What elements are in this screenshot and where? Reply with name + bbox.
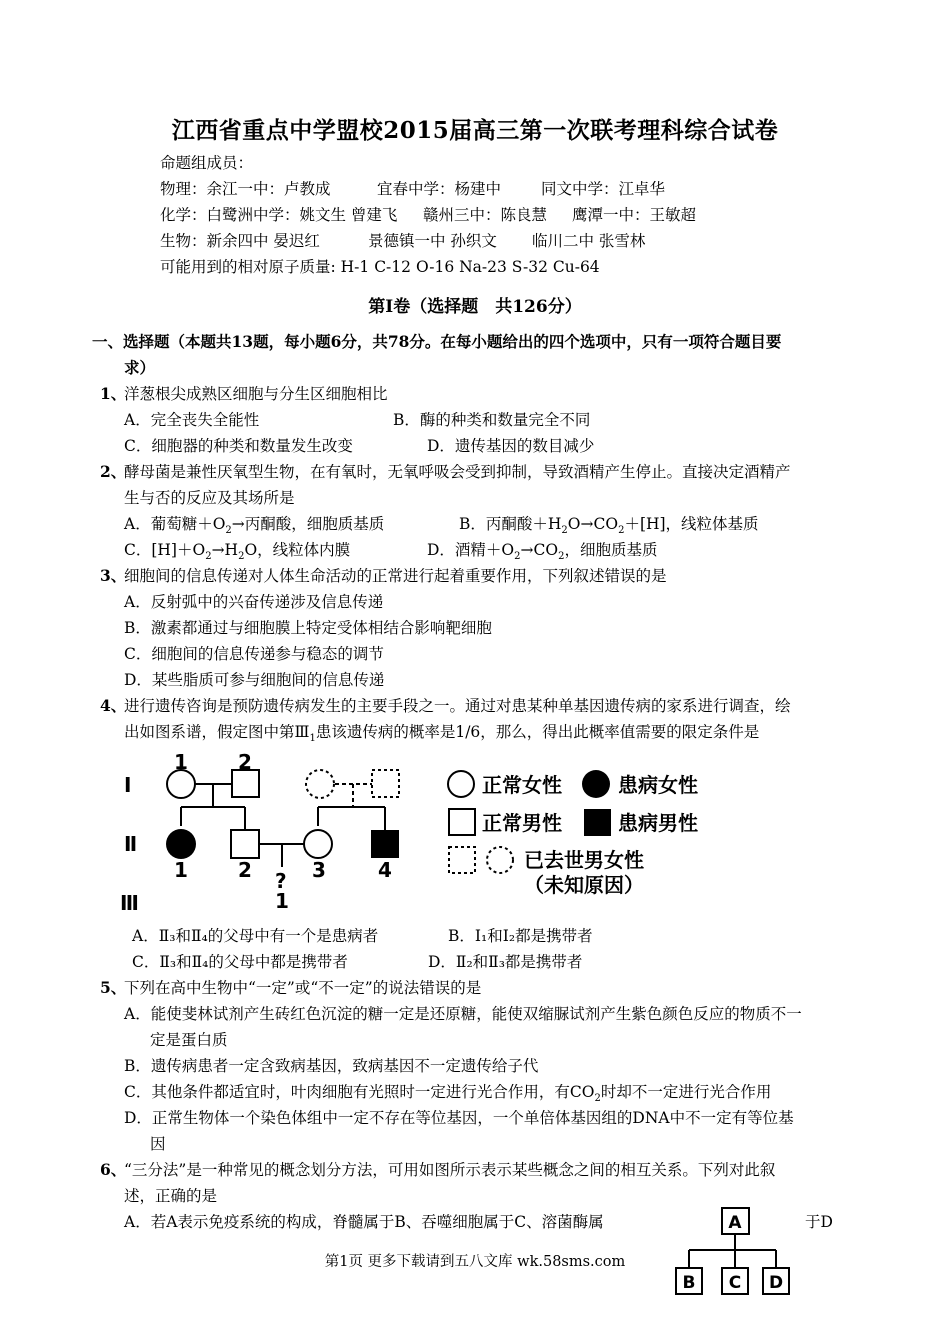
q6-stem-1: “三分法”是一种常见的概念划分方法，可用如图所示表示某些概念之间的相互关系。下列对此叙 — [124, 1161, 776, 1179]
label-iii1-unknown: ? — [275, 869, 287, 893]
ii2-normal-male — [231, 830, 259, 858]
q6-option-a-cont: 于D — [805, 1213, 833, 1231]
q1-option-c: C．细胞器的种类和数量发生改变 — [124, 437, 353, 455]
node-d: D — [768, 1273, 784, 1293]
q3-option-d: D．某些脂质可参与细胞间的信息传递 — [124, 671, 385, 689]
q2-option-a: A．葡萄糖$+O_2\to$丙酮酸，细胞质基质 — [124, 515, 385, 537]
part1-heading-cont: 求） — [124, 358, 156, 377]
q4-option-d: D．Ⅱ₂和Ⅱ₃都是携带者 — [428, 953, 583, 971]
q5-option-b: B．遗传病患者一定含致病基因，致病基因不一定遗传给子代 — [124, 1057, 539, 1075]
q6-number: 6、 — [100, 1160, 127, 1179]
legend-deceased: 已去世男女性 — [524, 848, 644, 872]
page-footer: 第1页 更多下载请到五八文库 wk.58sms.com — [324, 1254, 626, 1270]
node-b: B — [682, 1273, 696, 1293]
authors-biology-1: 生物：新余四中 晏迟红 — [160, 232, 320, 250]
q1-option-d: D．遗传基因的数目减少 — [427, 437, 595, 455]
deceased-female — [306, 770, 334, 798]
q2-option-b: B．丙酮酸$+H_2O\to CO_2+[H]$，线粒体基质 — [459, 515, 759, 537]
q1-number: 1、 — [100, 384, 127, 403]
legend-affected-female: 患病女性 — [618, 773, 698, 797]
q5-option-c: C．其他条件都适宜时，叶肉细胞有光照时一定进行光合作用，有$CO_2$时却不一定进行光合作用 — [124, 1083, 772, 1105]
label-i1: 1 — [174, 750, 188, 774]
ii1-affected-female — [166, 829, 196, 859]
q5-option-a-2: 定是蛋白质 — [150, 1031, 228, 1049]
page-title: 江西省重点中学盟校2015届高三第一次联考理科综合试卷 — [171, 117, 779, 144]
q1-option-b: B．酶的种类和数量完全不同 — [393, 411, 591, 429]
gen-i-label: Ⅰ — [124, 773, 132, 797]
part1-heading: 一、选择题（本题共13题，每小题6分，共78分。在每小题给出的四个选项中，只有一项符合题目要 — [92, 332, 782, 351]
i1-normal-female — [167, 770, 195, 798]
authors-chemistry-1: 化学：白鹭洲中学：姚文生 曾建飞 — [160, 206, 398, 224]
q5-option-d-2: 因 — [150, 1135, 166, 1153]
authors-physics-2: 宜春中学：杨建中 — [377, 180, 502, 198]
node-a: A — [728, 1213, 742, 1233]
q4-option-b: B．Ⅰ₁和Ⅰ₂都是携带者 — [448, 927, 593, 945]
q2-number: 2、 — [100, 462, 127, 481]
section-title: 第Ⅰ卷（选择题 共126分） — [368, 297, 582, 317]
q2-stem-1: 酵母菌是兼性厌氧型生物，在有氧时，无氧呼吸会受到抑制，导致酒精产生停止。直接决定酒精产 — [124, 463, 791, 481]
legend-normal-female: 正常女性 — [482, 773, 562, 797]
authors-biology-3: 临川二中 张雪林 — [532, 232, 646, 250]
pedigree-chart — [0, 745, 950, 920]
legend-normal-female-symbol — [448, 771, 474, 797]
legend-normal-male-symbol — [449, 809, 475, 835]
gen-ii-label: Ⅱ — [124, 832, 138, 856]
authors-physics-3: 同文中学：江卓华 — [541, 180, 666, 198]
q6-stem-2: 述，正确的是 — [124, 1187, 218, 1205]
label-ii1: 1 — [174, 858, 188, 882]
q4-option-c: C．Ⅱ₃和Ⅱ₄的父母中都是携带者 — [132, 953, 348, 971]
deceased-male — [372, 770, 399, 797]
ii4-affected-male — [371, 830, 399, 858]
q6-option-a: A．若A表示免疫系统的构成，脊髓属于B、吞噬细胞属于C、溶菌酶属 — [124, 1213, 604, 1231]
gen-iii-label: Ⅲ — [120, 891, 139, 915]
q4-stem-1: 进行遗传咨询是预防遗传病发生的主要手段之一。通过对患某种单基因遗传病的家系进行调查，绘 — [124, 697, 791, 715]
legend-affected-female-symbol — [582, 770, 610, 798]
legend-unknown-cause: （未知原因） — [524, 873, 644, 897]
legend-affected-male-symbol — [584, 809, 611, 836]
node-c: C — [728, 1273, 742, 1293]
legend-deceased-female-symbol — [487, 847, 513, 873]
authors-biology-2: 景德镇一中 孙织文 — [368, 232, 497, 250]
label-ii2: 2 — [238, 858, 252, 882]
q4-number: 4、 — [100, 696, 127, 715]
label-i2: 2 — [238, 750, 252, 774]
q5-stem: 下列在高中生物中“一定”或“不一定”的说法错误的是 — [124, 979, 482, 997]
q5-option-a-1: A．能使斐林试剂产生砖红色沉淀的糖一定是还原糖，能使双缩脲试剂产生紫色颜色反应的物质不一 — [124, 1005, 802, 1023]
legend-normal-male: 正常男性 — [482, 811, 562, 835]
q3-option-a: A．反射弧中的兴奋传递涉及信息传递 — [124, 593, 384, 611]
q3-stem: 细胞间的信息传递对人体生命活动的正常进行起着重要作用，下列叙述错误的是 — [124, 567, 667, 585]
i2-normal-male — [232, 770, 259, 797]
q5-option-d-1: D．正常生物体一个染色体组中一定不存在等位基因，一个单倍体基因组的DNA中不一定有等位基 — [124, 1109, 794, 1127]
q3-option-b: B．激素都通过与细胞膜上特定受体相结合影响靶细胞 — [124, 619, 492, 637]
q3-number: 3、 — [100, 566, 127, 585]
q4-stem-2: 出如图系谱，假定图中第$Ⅲ_1$患该遗传病的概率是1/6，那么，得出此概率值需要的限定条件是 — [124, 723, 760, 745]
q4-option-a: A．Ⅱ₃和Ⅱ₄的父母中有一个是患病者 — [132, 927, 379, 945]
q3-option-c: C．细胞间的信息传递参与稳态的调节 — [124, 645, 384, 663]
legend-deceased-male-symbol — [449, 847, 475, 873]
q5-number: 5、 — [100, 978, 127, 997]
ii3-normal-female — [304, 830, 332, 858]
q1-option-a: A．完全丧失全能性 — [124, 411, 260, 429]
q1-stem: 洋葱根尖成熟区细胞与分生区细胞相比 — [124, 385, 388, 403]
atomic-mass: 可能用到的相对原子质量: H-1 C-12 O-16 Na-23 S-32 Cu-64 — [160, 258, 600, 276]
legend-affected-male: 患病男性 — [618, 811, 698, 835]
q2-option-c: C．$[H]+O_2\to H_2O$，线粒体内膜 — [124, 541, 351, 563]
label-ii3: 3 — [312, 858, 326, 882]
authors-heading: 命题组成员： — [160, 154, 254, 172]
q2-stem-2: 生与否的反应及其场所是 — [124, 489, 295, 507]
authors-chemistry-2: 赣州三中：陈良慧 — [423, 206, 548, 224]
label-ii4: 4 — [378, 858, 392, 882]
label-iii1: 1 — [275, 889, 289, 913]
authors-physics-1: 物理：余江一中：卢教成 — [160, 180, 331, 198]
q2-option-d: D．酒精$+O_2\to CO_2$，细胞质基质 — [427, 541, 658, 563]
authors-chemistry-3: 鹰潭一中：王敏超 — [572, 206, 697, 224]
